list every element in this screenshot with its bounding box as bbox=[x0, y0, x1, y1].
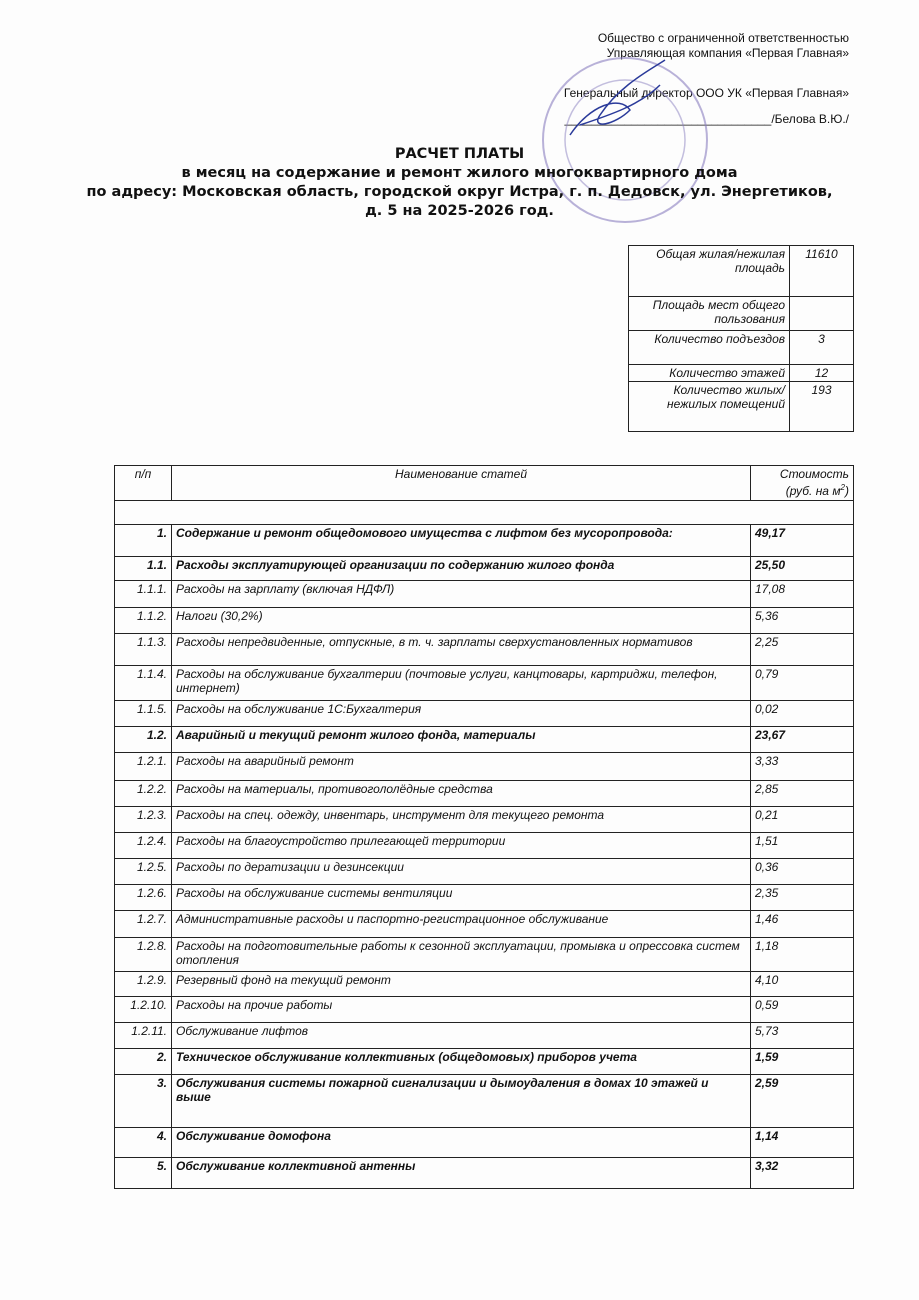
row-cost: 1,18 bbox=[751, 938, 854, 972]
row-cost: 2,25 bbox=[751, 634, 854, 666]
table-row bbox=[115, 1158, 854, 1189]
row-number: 1.2.2. bbox=[115, 781, 172, 807]
table-row bbox=[115, 581, 854, 608]
table-row bbox=[115, 1128, 854, 1158]
table-row bbox=[115, 634, 854, 666]
table-row bbox=[115, 807, 854, 833]
row-cost: 0,02 bbox=[751, 701, 854, 727]
table-row bbox=[115, 833, 854, 859]
table-row bbox=[115, 781, 854, 807]
row-number: 1.2.9. bbox=[115, 972, 172, 997]
row-number: 1.1.5. bbox=[115, 701, 172, 727]
row-cost: 0,79 bbox=[751, 666, 854, 701]
row-number: 1.2.8. bbox=[115, 938, 172, 972]
row-name: Расходы на спец. одежду, инвентарь, инструмент для текущего ремонта bbox=[172, 807, 751, 833]
info-row bbox=[629, 246, 854, 297]
row-cost: 49,17 bbox=[751, 525, 854, 557]
table-row bbox=[115, 1049, 854, 1075]
table-row bbox=[115, 701, 854, 727]
title-line-2: в месяц на содержание и ремонт жилого многоквартирного дома bbox=[181, 165, 738, 181]
row-number: 4. bbox=[115, 1128, 172, 1158]
row-name: Обслуживание коллективной антенны bbox=[172, 1158, 751, 1189]
table-row bbox=[115, 885, 854, 911]
col-num-header: п/п bbox=[115, 466, 172, 501]
info-label: Общая жилая/нежилая площадь bbox=[629, 246, 790, 297]
row-name: Расходы на зарплату (включая НДФЛ) bbox=[172, 581, 751, 608]
row-cost: 1,14 bbox=[751, 1128, 854, 1158]
building-info-table bbox=[628, 245, 854, 432]
row-name: Обслуживание домофона bbox=[172, 1128, 751, 1158]
row-cost: 0,21 bbox=[751, 807, 854, 833]
title-line-1: РАСЧЕТ ПЛАТЫ bbox=[394, 146, 525, 162]
row-name: Расходы непредвиденные, отпускные, в т. ч. зарплаты сверхустановленных нормативов bbox=[172, 634, 751, 666]
row-name: Расходы на материалы, противогололёдные средства bbox=[172, 781, 751, 807]
info-value bbox=[790, 297, 854, 331]
row-name: Содержание и ремонт общедомового имущества с лифтом без мусоропровода: bbox=[172, 525, 751, 557]
row-number: 1.1.1. bbox=[115, 581, 172, 608]
cost-table bbox=[114, 465, 854, 1189]
row-name: Расходы на подготовительные работы к сезонной эксплуатации, промывка и опрессовка систем отопления bbox=[172, 938, 751, 972]
row-name: Расходы по дератизации и дезинсекции bbox=[172, 859, 751, 885]
info-value: 11610 bbox=[790, 246, 854, 297]
row-name: Аварийный и текущий ремонт жилого фонда, материалы bbox=[172, 727, 751, 753]
info-row bbox=[629, 382, 854, 432]
row-cost: 0,59 bbox=[751, 997, 854, 1023]
row-name: Расходы на прочие работы bbox=[172, 997, 751, 1023]
info-row bbox=[629, 297, 854, 331]
info-value: 193 bbox=[790, 382, 854, 432]
row-cost: 3,33 bbox=[751, 753, 854, 781]
org-line-2: Управляющая компания «Первая Главная» bbox=[606, 46, 849, 60]
table-row bbox=[115, 608, 854, 634]
col-cost-label: Стоимость (руб. на м bbox=[779, 467, 849, 498]
row-number: 1. bbox=[115, 525, 172, 557]
info-label: Количество жилых/нежилых помещений bbox=[629, 382, 790, 432]
row-number: 3. bbox=[115, 1075, 172, 1128]
row-number: 1.2. bbox=[115, 727, 172, 753]
info-value: 12 bbox=[790, 365, 854, 382]
table-row bbox=[115, 525, 854, 557]
row-number: 1.1.3. bbox=[115, 634, 172, 666]
signature-icon bbox=[560, 55, 670, 145]
title-line-3: по адресу: Московская область, городской округ Истра, г. п. Дедовск, ул. Энергетиков, bbox=[86, 184, 833, 200]
row-name: Расходы на благоустройство прилегающей территории bbox=[172, 833, 751, 859]
table-row bbox=[115, 938, 854, 972]
table-row bbox=[115, 557, 854, 581]
row-number: 1.2.7. bbox=[115, 911, 172, 938]
row-name: Расходы эксплуатирующей организации по содержанию жилого фонда bbox=[172, 557, 751, 581]
row-cost: 17,08 bbox=[751, 581, 854, 608]
table-row bbox=[115, 1023, 854, 1049]
row-number: 1.2.4. bbox=[115, 833, 172, 859]
row-cost: 4,10 bbox=[751, 972, 854, 997]
row-name: Техническое обслуживание коллективных (общедомовых) приборов учета bbox=[172, 1049, 751, 1075]
table-row bbox=[115, 666, 854, 701]
table-row bbox=[115, 859, 854, 885]
document-title bbox=[0, 145, 919, 221]
col-name-header: Наименование статей bbox=[172, 466, 751, 501]
row-name: Расходы на аварийный ремонт bbox=[172, 753, 751, 781]
col-cost-header bbox=[751, 466, 854, 501]
col-cost-sup: 2 bbox=[840, 483, 845, 492]
row-number: 1.2.10. bbox=[115, 997, 172, 1023]
row-name: Резервный фонд на текущий ремонт bbox=[172, 972, 751, 997]
row-cost: 1,59 bbox=[751, 1049, 854, 1075]
row-name: Обслуживание лифтов bbox=[172, 1023, 751, 1049]
row-cost: 5,73 bbox=[751, 1023, 854, 1049]
row-number: 2. bbox=[115, 1049, 172, 1075]
row-name: Административные расходы и паспортно-регистрационное обслуживание bbox=[172, 911, 751, 938]
info-label: Количество этажей bbox=[629, 365, 790, 382]
row-number: 1.1.4. bbox=[115, 666, 172, 701]
row-cost: 3,32 bbox=[751, 1158, 854, 1189]
empty-row bbox=[115, 501, 854, 525]
table-row bbox=[115, 911, 854, 938]
row-number: 1.1. bbox=[115, 557, 172, 581]
row-number: 5. bbox=[115, 1158, 172, 1189]
row-cost: 2,85 bbox=[751, 781, 854, 807]
row-cost: 25,50 bbox=[751, 557, 854, 581]
info-row bbox=[629, 365, 854, 382]
row-number: 1.2.1. bbox=[115, 753, 172, 781]
row-cost: 2,35 bbox=[751, 885, 854, 911]
table-row bbox=[115, 727, 854, 753]
row-name: Расходы на обслуживание системы вентиляции bbox=[172, 885, 751, 911]
table-row bbox=[115, 972, 854, 997]
row-name: Расходы на обслуживание 1С:Бухгалтерия bbox=[172, 701, 751, 727]
row-number: 1.2.11. bbox=[115, 1023, 172, 1049]
row-number: 1.2.6. bbox=[115, 885, 172, 911]
info-label: Площадь мест общего пользования bbox=[629, 297, 790, 331]
row-cost: 23,67 bbox=[751, 727, 854, 753]
info-label: Количество подъездов bbox=[629, 331, 790, 365]
title-line-4: д. 5 на 2025-2026 год. bbox=[365, 203, 554, 219]
row-cost: 0,36 bbox=[751, 859, 854, 885]
table-header-row bbox=[115, 466, 854, 501]
row-number: 1.1.2. bbox=[115, 608, 172, 634]
table-row bbox=[115, 997, 854, 1023]
row-cost: 5,36 bbox=[751, 608, 854, 634]
info-value: 3 bbox=[790, 331, 854, 365]
row-cost: 2,59 bbox=[751, 1075, 854, 1128]
col-cost-end: ) bbox=[845, 484, 849, 498]
info-row bbox=[629, 331, 854, 365]
row-number: 1.2.3. bbox=[115, 807, 172, 833]
table-row bbox=[115, 1075, 854, 1128]
row-cost: 1,46 bbox=[751, 911, 854, 938]
row-number: 1.2.5. bbox=[115, 859, 172, 885]
org-line-1: Общество с ограниченной ответственностью bbox=[597, 31, 849, 45]
empty-cell bbox=[115, 501, 854, 525]
signature-line: _______________________________/Белова В.Ю./ bbox=[564, 112, 849, 126]
row-cost: 1,51 bbox=[751, 833, 854, 859]
director-title: Генеральный директор ООО УК «Первая Главная» bbox=[563, 86, 849, 100]
row-name: Обслуживания системы пожарной сигнализации и дымоудаления в домах 10 этажей и выше bbox=[172, 1075, 751, 1128]
row-name: Налоги (30,2%) bbox=[172, 608, 751, 634]
table-row bbox=[115, 753, 854, 781]
row-name: Расходы на обслуживание бухгалтерии (почтовые услуги, канцтовары, картриджи, телефон, интернет) bbox=[172, 666, 751, 701]
